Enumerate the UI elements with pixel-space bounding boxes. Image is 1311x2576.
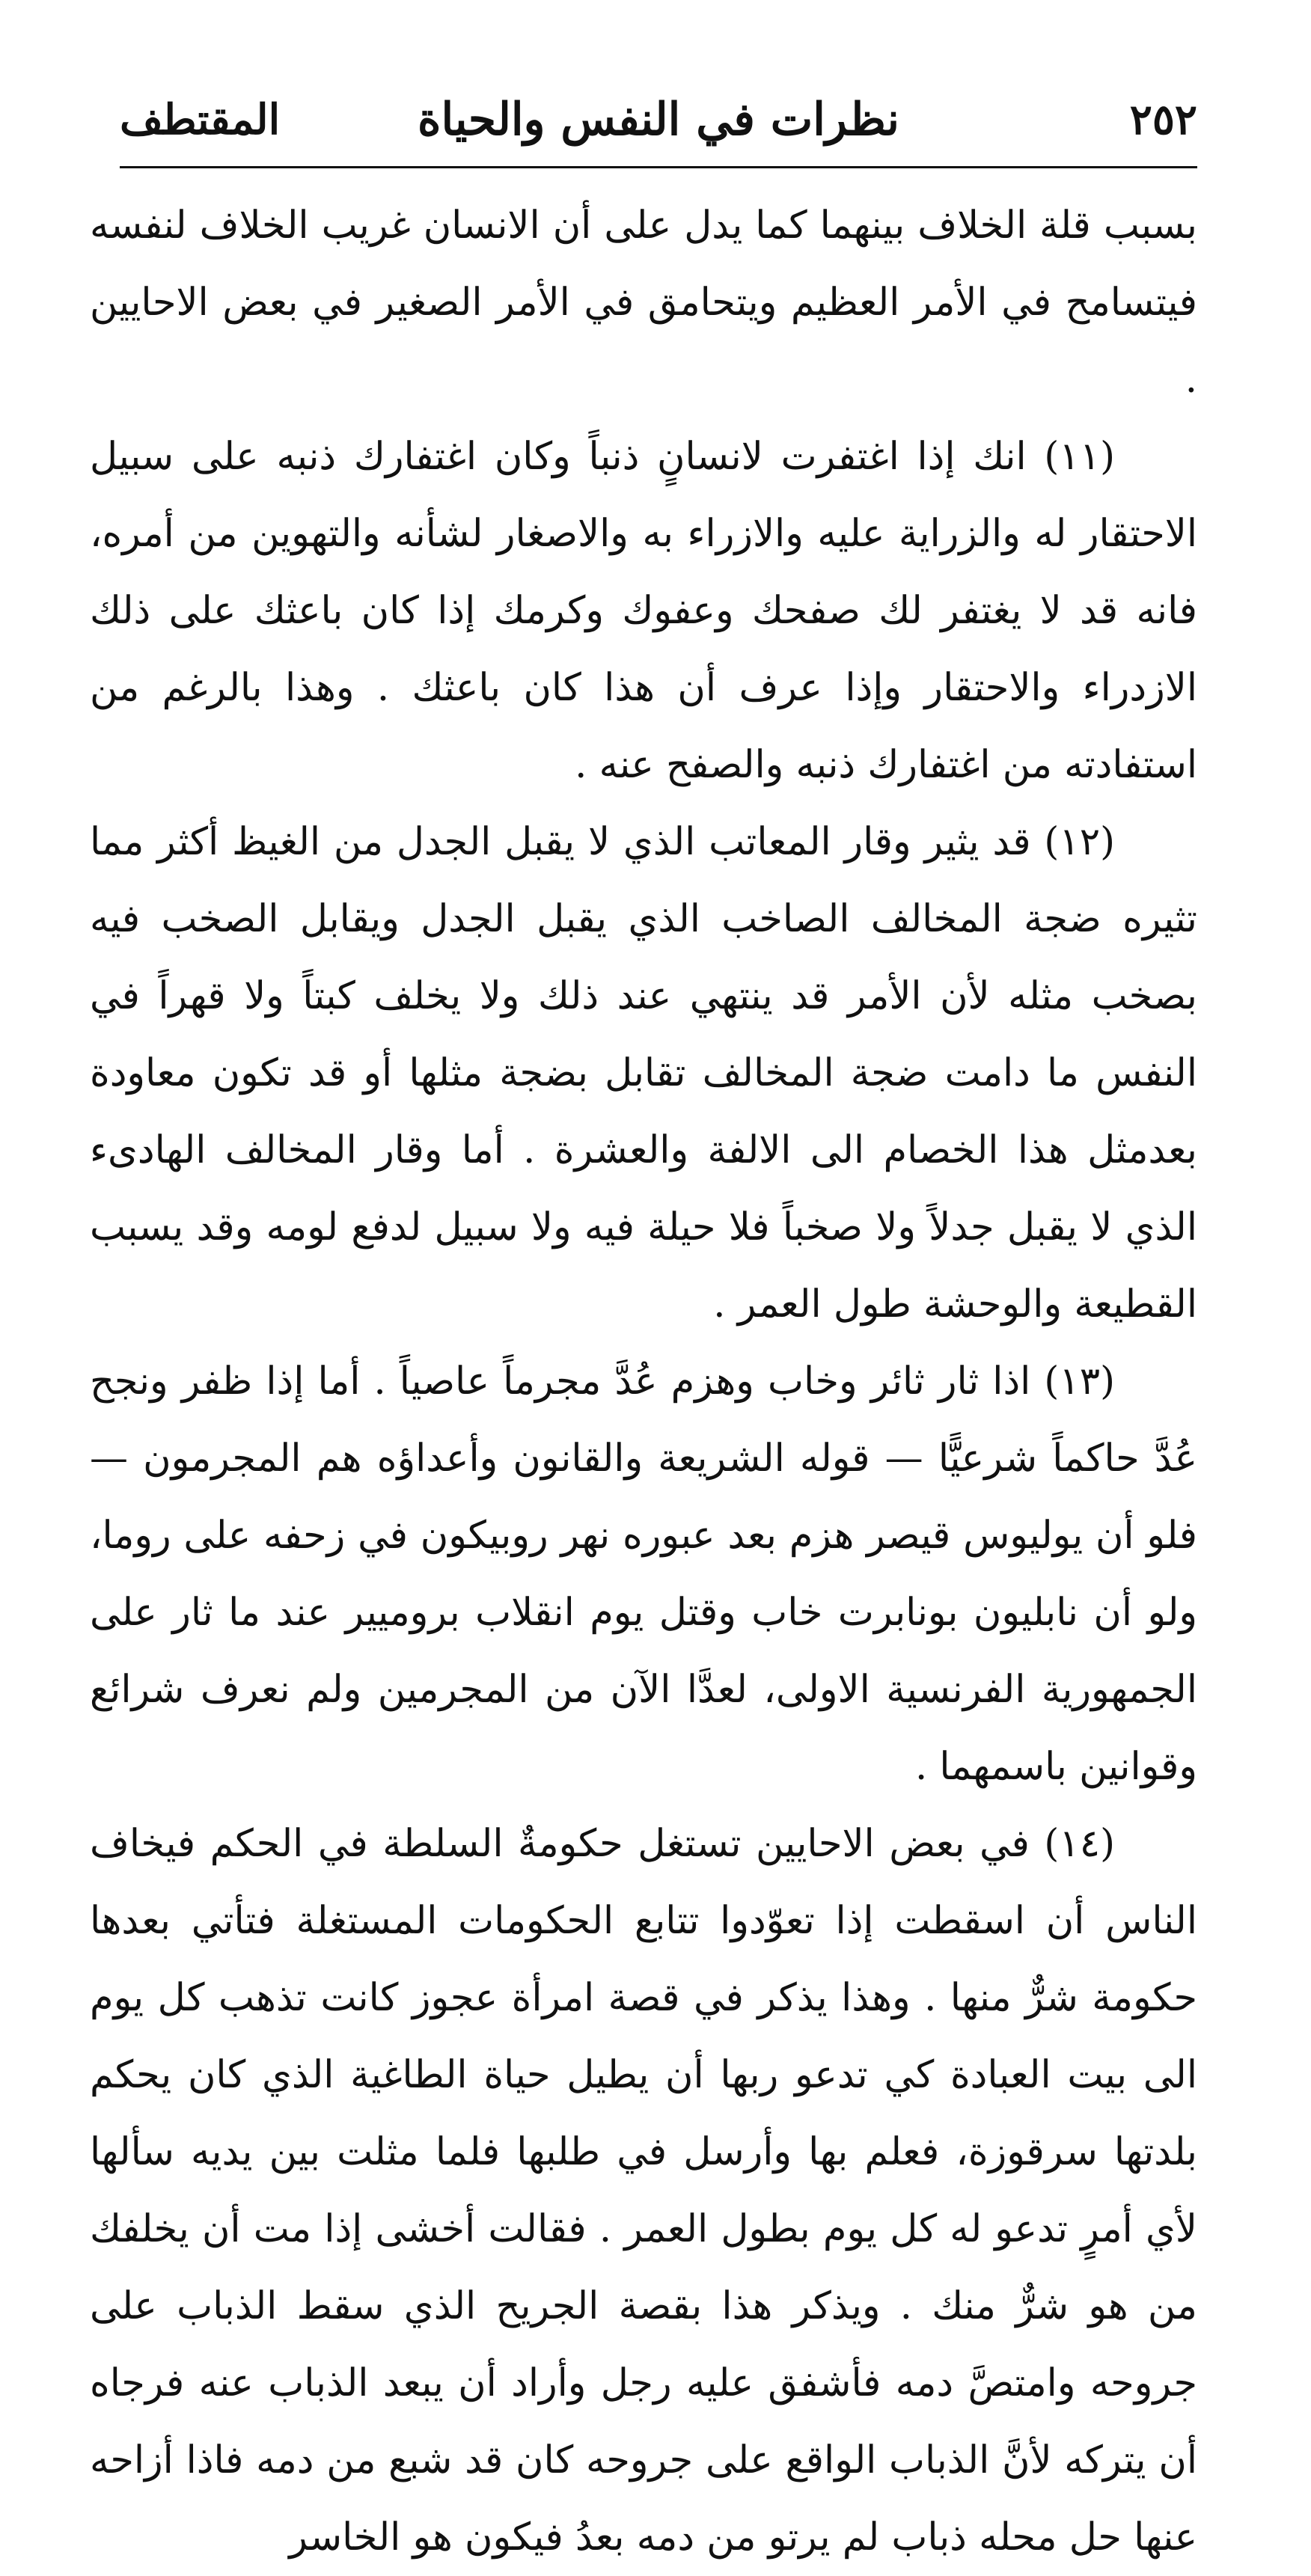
running-title: نظرات في النفس والحياة (418, 94, 899, 146)
page-header (120, 90, 1197, 150)
page-number: ٢٥٢ (1129, 95, 1197, 144)
paragraph-continued: بسبب قلة الخلاف بينهما كما يدل على أن الانسان غريب الخلاف لنفسه فيتسامح في الأمر العظيم ويتحامق في الأمر الصغير في بعض الاحايين . (90, 204, 1197, 402)
paragraph-13: (١٣) اذا ثار ثائر وخاب وهزم عُدَّ مجرماً عاصياً . أما إذا ظفر ونجح عُدَّ حاكماً شرعيًّا — قوله الشريعة والقانون وأعداؤه هم المجرمون — فلو أن يوليوس قيصر هزم بعد عبوره نهر روبيكون في زحفه على روما، ولو أن نابليون بونابرت خاب وقتل يوم انقلاب بروميير عند ما ثار على الجمهورية الفرنسية الاولى، لعدَّا الآن من المجرمين ولم نعرف شرائع وقوانين باسمهما . (90, 1359, 1197, 1789)
paragraph-12: (١٢) قد يثير وقار المعاتب الذي لا يقبل الجدل من الغيظ أكثر مما تثيره ضجة المخالف الصاخب الذي يقبل الجدل ويقابل الصخب فيه بصخب مثله لأن الأمر قد ينتهي عند ذلك ولا يخلف كبتاً ولا قهراً في النفس ما دامت ضجة المخالف تقابل بضجة مثلها أو قد تكون معاودة بعدمثل هذا الخصام الى الالفة والعشرة . أما وقار المخالف الهادىء الذي لا يقبل جدلاً ولا صخباً فلا حيلة فيه ولا سبيل لدفع لومه وقد يسبب القطيعة والوحشة طول العمر . (90, 820, 1198, 1327)
page-body (90, 187, 1197, 2576)
journal-name: المقتطف (120, 95, 281, 144)
paragraph-11: (١١) انك إذا اغتفرت لانسانٍ ذنباً وكان اغتفارك ذنبه على سبيل الاحتقار له والزراية عليه والازراء به والاصغار لشأنه والتهوين من أمره، فانه قد لا يغتفر لك صفحك وعفوك وكرمك إذا كان باعثك على ذلك الازدراء والاحتقار وإذا عرف أن هذا كان باعثك . وهذا بالرغم من استفادته من اغتفارك ذنبه والصفح عنه . (90, 435, 1197, 787)
header-rule (120, 166, 1197, 168)
paragraph-14: (١٤) في بعض الاحايين تستغل حكومةٌ السلطة في الحكم فيخاف الناس أن اسقطت إذا تعوّدوا تتابع الحكومات المستغلة فتأتي بعدها حكومة شرٌّ منها . وهذا يذكر في قصة امرأة عجوز كانت تذهب كل يوم الى بيت العبادة كي تدعو ربها أن يطيل حياة الطاغية الذي كان يحكم بلدتها سرقوزة، فعلم بها وأرسل في طلبها فلما مثلت بين يديه سألها لأي أمرٍ تدعو له كل يوم بطول العمر . فقالت أخشى إذا مت أن يخلفك من هو شرٌّ منك . ويذكر هذا بقصة الجريح الذي سقط الذباب على جروحه وامتصَّ دمه فأشفق عليه رجل وأراد أن يبعد الذباب عنه فرجاه أن يتركه لأنَّ الذباب الواقع على جروحه كان قد شبع من دمه فاذا أزاحه عنها حل محله ذباب لم يرتو من دمه بعدُ فيكون هو الخاسر (90, 1822, 1197, 2560)
